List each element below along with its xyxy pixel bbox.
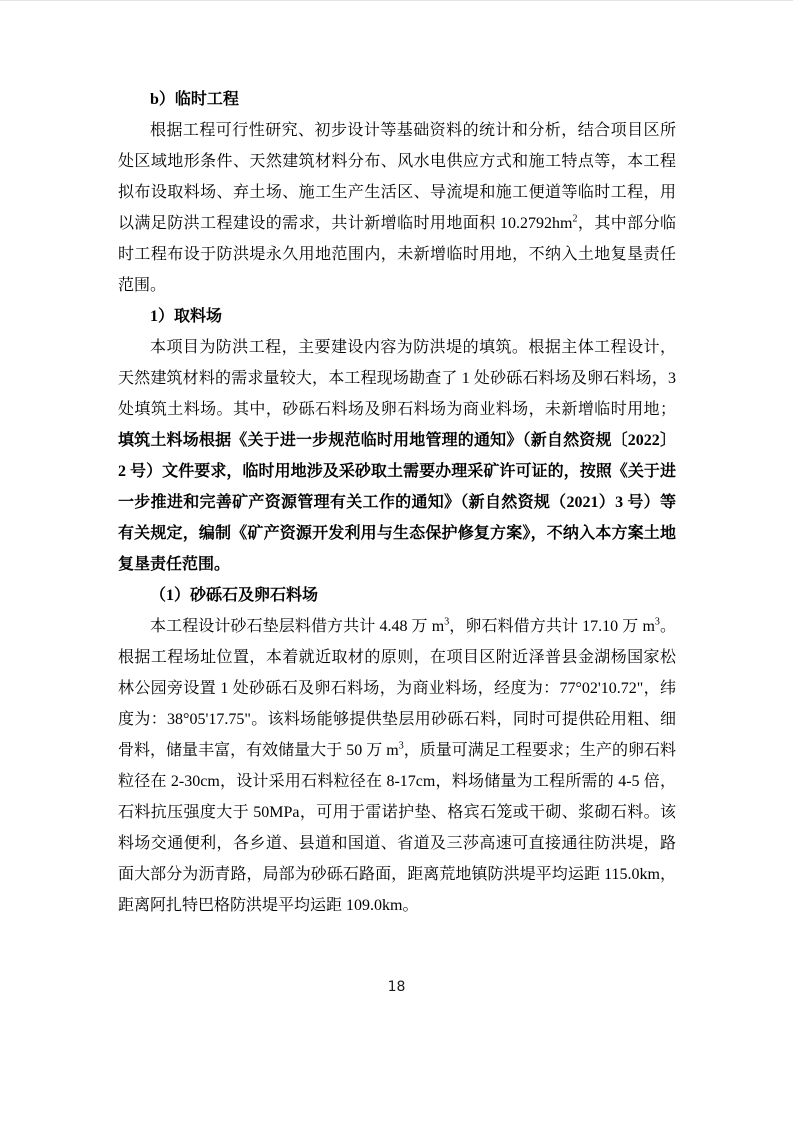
page-top-border [0,0,793,1]
document-body [118,84,676,921]
section-heading-temporary-works [118,84,676,115]
superscript-text: 3 [398,740,404,752]
page-footer [0,978,793,996]
section-heading-gravel-pebble-yard [118,580,676,611]
section-heading-borrow-area [118,301,676,332]
superscript-text: 3 [444,616,450,628]
text-run: 本项目为防洪工程，主要建设内容为防洪堤的填筑。根据主体工程设计，天然建筑材料的需求量较大，本工程现场勘查了 1 处砂砾石料场及卵石料场，3 处填筑土料场。其中，砂砾石料场及卵石料场为商业料场，未新增临时用地； [118,339,676,418]
text-run: 根据工程可行性研究、初步设计等基础资料的统计和分析，结合项目区所处区域地形条件、天然建筑材料分布、风水电供应方式和施工特点等，本工程拟布设取料场、弃土场、施工生产生活区、导流堤和施工便道等临时工程，用以满足防洪工程建设的需求，共计新增临时用地面积 10.2792hm [118,122,676,232]
text-run: 。根据工程场址位置，本着就近取材的原则，在项目区附近泽普县金湖杨国家松林公园旁设置 1 处砂砾石及卵石料场，为商业料场，经度为：77°02'10.72"，纬度为：38°05'17.75"。该料场能够提供垫层用砂砾石料，同时可提供砼用粗、细骨料，储量丰富，有效储量大于 50 万 m [118,618,676,759]
page-number: 18 [387,979,406,995]
text-run: ，质量可满足工程要求；生产的卵石料粒径在 2-30cm，设计采用石料粒径在 8-17cm，料场储量为工程所需的 4-5 倍，石料抗压强度大于 50MPa，可用于雷诺护垫、格宾石笼或干砌、浆砌石料。该料场交通便利，各乡道、县道和国道、省道及三莎高速可直接通往防洪堤，路面大部分为沥青路，局部为砂砾石路面，距离荒地镇防洪堤平均运距 115.0km，距离阿扎特巴格防洪堤平均运距 109.0km。 [118,742,676,914]
paragraph-temporary-works-overview [118,115,676,301]
paragraph-borrow-area-description [118,332,676,580]
paragraph-gravel-pebble-yard-details [118,611,676,921]
text-run: b）临时工程 [150,91,239,108]
superscript-text: 3 [654,616,660,628]
text-run: （1）砂砾石及卵石料场 [150,587,319,604]
text-run: ，卵石料借方共计 17.10 万 m [449,618,655,635]
text-run: 本工程设计砂石垫层料借方共计 4.48 万 m [150,618,445,635]
superscript-text: 2 [572,213,578,225]
text-run: ，其中部分临时工程布设于防洪堤永久用地范围内，未新增临时用地，不纳入土地复垦责任范围。 [118,215,676,294]
text-run: 填筑土料场根据《关于进一步规范临时用地管理的通知》（新自然资规〔2022〕2 号）文件要求，临时用地涉及采砂取土需要办理采矿许可证的，按照《关于进一步推进和完善矿产资源管理有关工作的通知》（新自然资规（2021）3 号）等有关规定，编制《矿产资源开发利用与生态保护修复方案》，不纳入本方案土地复垦责任范围。 [118,432,676,573]
text-run: 1）取料场 [150,308,223,325]
